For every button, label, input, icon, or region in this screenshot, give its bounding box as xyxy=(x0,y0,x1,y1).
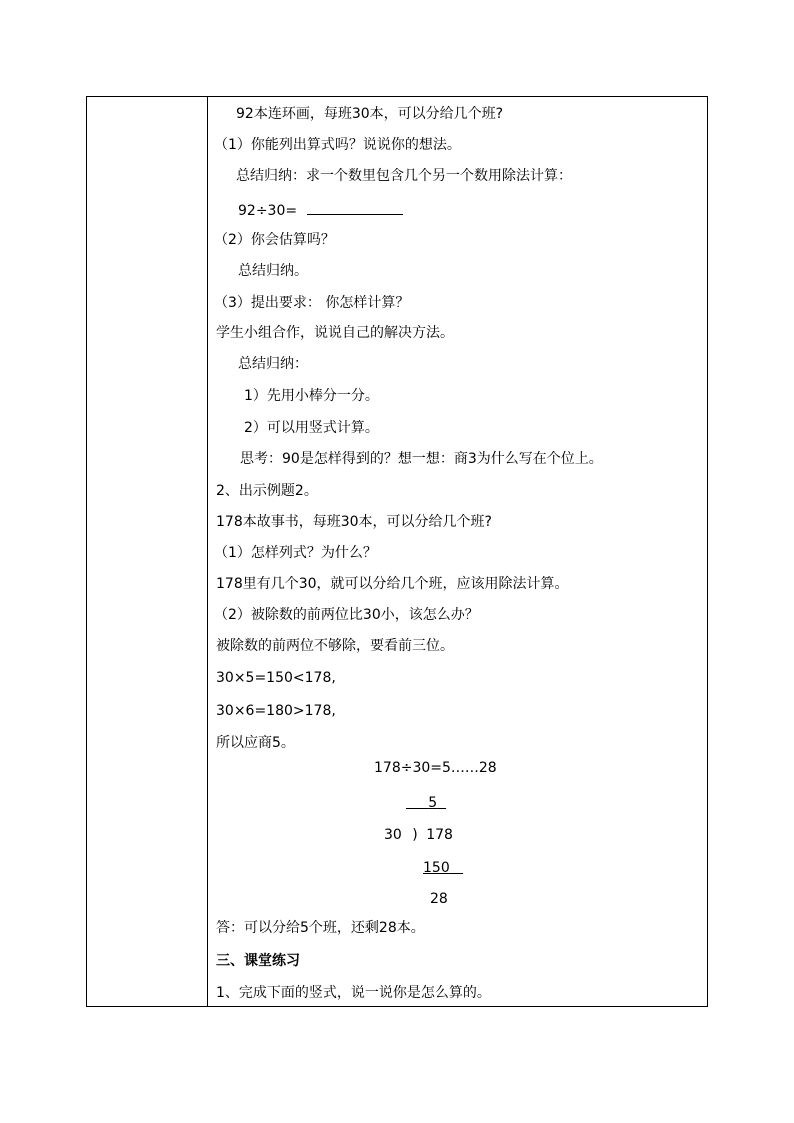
question-2: （2）你会估算吗？ xyxy=(214,232,335,248)
explanation-2: 被除数的前两位不够除，要看前三位。 xyxy=(216,638,454,654)
group-work-text: 学生小组合作，说说自己的解决方法。 xyxy=(216,325,454,341)
division-blank-line xyxy=(238,200,403,220)
example-2-heading: 2、出示例题2。 xyxy=(216,483,318,499)
calc-1: 30×5=150<178, xyxy=(216,670,336,686)
long-division-quotient: 5 xyxy=(428,795,438,811)
explanation-1: 178里有几个30，就可以分给几个班，应该用除法计算。 xyxy=(216,576,569,592)
question-4: （1）怎样列式？为什么？ xyxy=(214,545,377,561)
calc-2: 30×6=180>178, xyxy=(216,703,336,719)
question-1: （1）你能列出算式吗？说说你的想法。 xyxy=(214,137,461,153)
summary-1: 总结归纳：求一个数里包含几个另一个数用除法计算： xyxy=(236,168,572,184)
division-expression: 92÷30= xyxy=(238,203,298,219)
long-division-bracket: ) xyxy=(412,827,418,843)
long-division-row xyxy=(384,826,453,844)
section-3-heading: 三、课堂练习 xyxy=(216,953,300,969)
step-1: 1）先用小棒分一分。 xyxy=(244,388,379,404)
long-division-dividend: 178 xyxy=(426,827,453,843)
summary-2: 总结归纳。 xyxy=(238,263,308,279)
content-cell xyxy=(208,97,707,1006)
step-2: 2）可以用竖式计算。 xyxy=(244,420,379,436)
long-division-remainder: 28 xyxy=(430,891,448,907)
answer-blank xyxy=(307,200,403,215)
exercise-1-text: 1、完成下面的竖式，说一说你是怎么算的。 xyxy=(216,985,491,1001)
question-3: （3）提出要求： 你怎样计算？ xyxy=(214,295,410,311)
question-5: （2）被除数的前两位比30小，该怎么办？ xyxy=(214,607,479,623)
long-division-product: 150 xyxy=(423,860,450,876)
answer-text: 答：可以分给5个班，还剩28本。 xyxy=(216,920,425,936)
problem-1-text: 92本连环画，每班30本，可以分给几个班? xyxy=(236,106,504,122)
left-column-cell xyxy=(87,97,208,1006)
problem-2-text: 178本故事书，每班30本，可以分给几个班? xyxy=(216,514,492,530)
lesson-table xyxy=(86,96,708,1007)
division-equation: 178÷30=5……28 xyxy=(374,760,497,776)
summary-3: 总结归纳： xyxy=(238,356,308,372)
long-division-divisor: 30 xyxy=(384,827,402,843)
conclusion-text: 所以应商5。 xyxy=(216,735,295,751)
think-text: 思考：90是怎样得到的？想一想：商3为什么写在个位上。 xyxy=(240,451,603,467)
